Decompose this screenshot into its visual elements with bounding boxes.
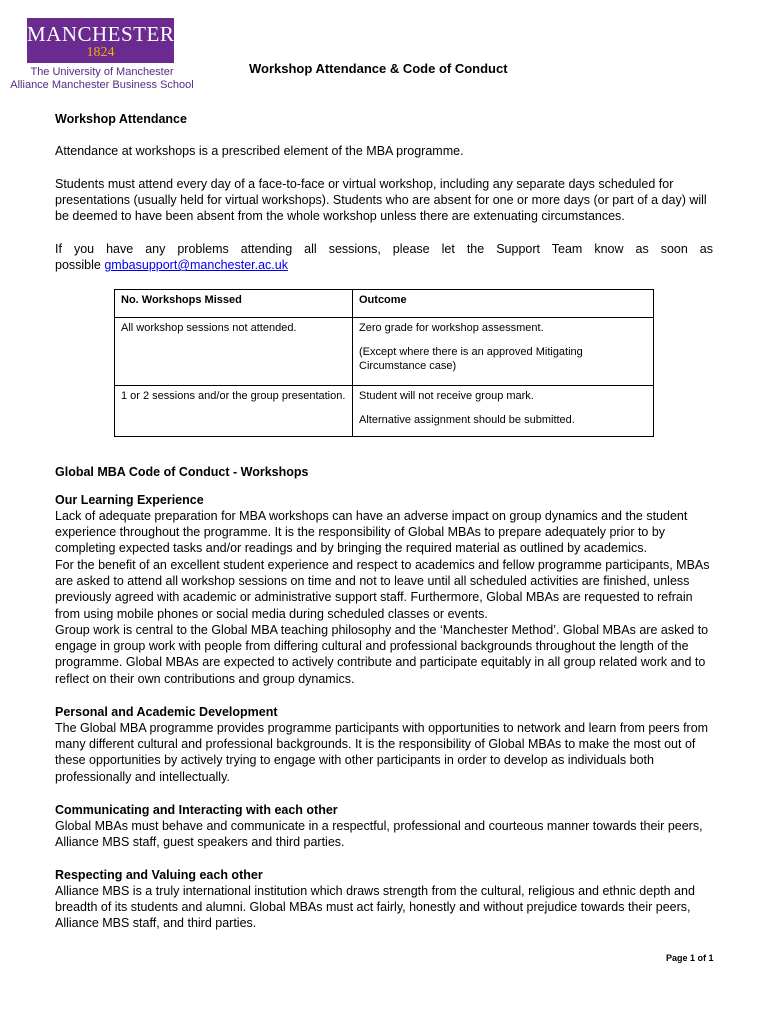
- learning-paragraph-1: Lack of adequate preparation for MBA workshops can have an adverse impact on group dynamics and the student experience throughout the programme. It is the responsibility of Global MBAs to prepare adequately prior to by completing expected tasks and/or readings and by bringing the required material as outlined by academics.: [55, 509, 688, 556]
- respecting-heading: Respecting and Valuing each other: [55, 868, 263, 882]
- university-logo: [27, 18, 174, 63]
- personal-heading: Personal and Academic Development: [55, 705, 278, 719]
- table-header-outcome: Outcome: [353, 290, 654, 318]
- learning-paragraph-3: Group work is central to the Global MBA teaching philosophy and the ‘Manchester Method’. Global MBAs are asked to engage in group work with people from differing cultural and professional backgrounds throughout the length of the programme. Global MBAs are expected to actively contribute and participate equitably in all group related work and to reflect on their own contributions and group dynamics.: [55, 623, 709, 686]
- page-number: Page 1 of 1: [666, 953, 714, 963]
- support-email-link[interactable]: gmbasupport@manchester.ac.uk: [104, 258, 288, 273]
- table-header-row: [115, 290, 654, 318]
- logo-school-name: Alliance Manchester Business School: [10, 79, 194, 91]
- outcome-line: (Except where there is an approved Mitigating Circumstance case): [359, 346, 583, 372]
- table-row: [115, 318, 654, 386]
- outcome-line: Student will not receive group mark.: [359, 390, 534, 402]
- logo-university-name: The University of Manchester: [30, 66, 174, 78]
- table-cell-missed: All workshop sessions not attended.: [115, 318, 353, 386]
- table-row: [115, 386, 654, 437]
- attendance-table: [114, 289, 654, 437]
- logo-year: 1824: [86, 45, 115, 60]
- support-text: If you have any problems attending all sessions, please let the Support Team know as soon as possible: [55, 242, 713, 273]
- communicating-heading: Communicating and Interacting with each other: [55, 803, 338, 817]
- communicating-paragraph: Global MBAs must behave and communicate in a respectful, professional and courteous manner towards their peers, Alliance MBS staff, guest speakers and third parties.: [55, 819, 703, 850]
- outcome-line: Zero grade for workshop assessment.: [359, 322, 544, 334]
- learning-heading: Our Learning Experience: [55, 493, 204, 507]
- attendance-paragraph-1: Attendance at workshops is a prescribed element of the MBA programme.: [55, 144, 464, 158]
- table-cell-missed: 1 or 2 sessions and/or the group presentation.: [115, 386, 353, 437]
- document-title: Workshop Attendance & Code of Conduct: [249, 61, 508, 76]
- learning-paragraph-2: For the benefit of an excellent student experience and respect to academics and fellow programme participants, MBAs are asked to attend all workshop sessions on time and not to leave until all scheduled activities are finished, unless previously agreed with academic or administrative support staff. Furthermore, Global MBAs are requested to refrain from using mobile phones or social media during scheduled classes or events.: [55, 558, 710, 621]
- attendance-heading: Workshop Attendance: [55, 112, 187, 126]
- attendance-paragraph-2: Students must attend every day of a face-to-face or virtual workshop, including any separate days scheduled for presentations (usually held for virtual workshops). Students who are absent for one or more days (or part of a day) will be deemed to have been absent from the whole workshop unless there are extenuating circumstances.: [55, 177, 707, 224]
- table-cell-outcome: [353, 318, 654, 386]
- logo-name: MANCHESTER: [27, 22, 175, 46]
- table-header-missed: No. Workshops Missed: [115, 290, 353, 318]
- personal-paragraph: The Global MBA programme provides programme participants with opportunities to network and learn from peers from many different cultural and professional backgrounds. It is the responsibility of Global MBAs to make the most out of these opportunities by actively trying to engage with other participants in order to develop as individuals both professionally and intellectually.: [55, 721, 709, 784]
- table-cell-outcome: [353, 386, 654, 437]
- attendance-paragraph-3: [55, 241, 713, 273]
- code-heading: Global MBA Code of Conduct - Workshops: [55, 465, 309, 479]
- respecting-paragraph: Alliance MBS is a truly international institution which draws strength from the cultural, religious and ethnic depth and breadth of its students and alumni. Global MBAs must act fairly, honestly and without prejudice towards their peers, Alliance MBS staff, and third parties.: [55, 884, 695, 931]
- outcome-line: Alternative assignment should be submitted.: [359, 414, 575, 426]
